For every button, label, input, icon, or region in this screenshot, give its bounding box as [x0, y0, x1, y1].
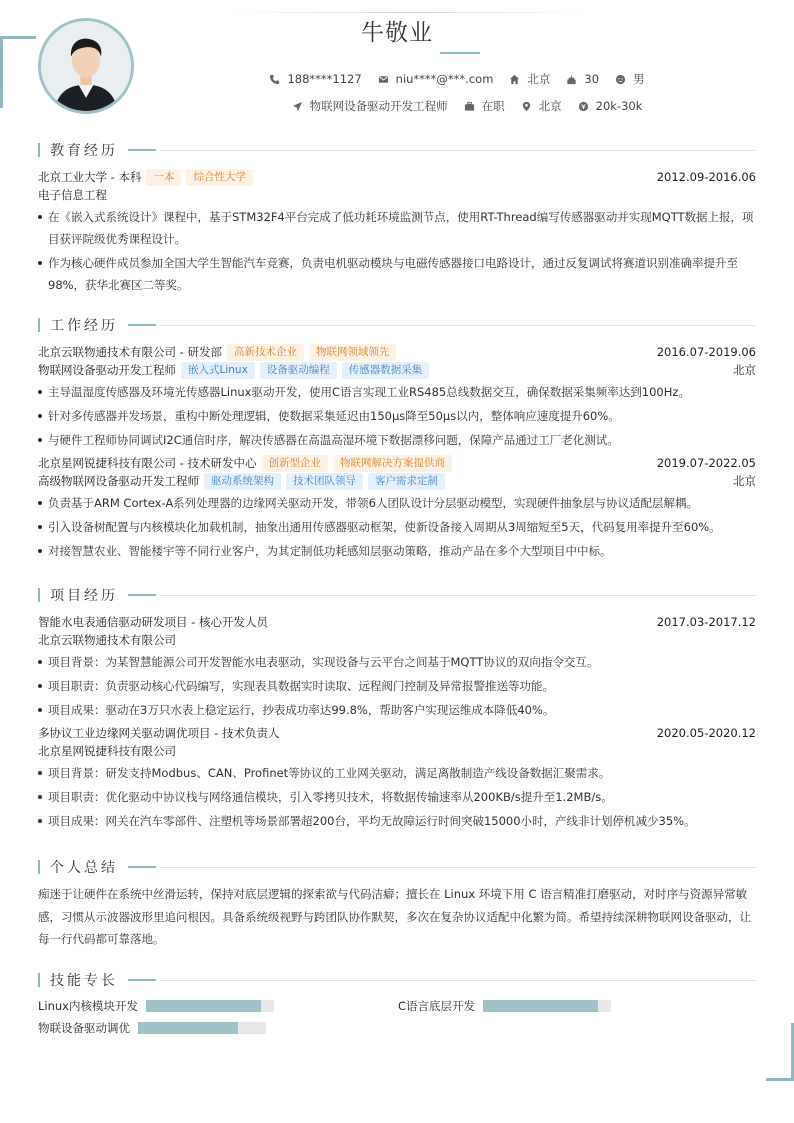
- skill-bar-fill: [146, 1000, 261, 1012]
- company-tag: 物联网领域领先: [309, 344, 397, 361]
- education-entry: [38, 168, 756, 296]
- projects-section: [38, 587, 756, 832]
- skills-section: [38, 972, 756, 1036]
- list-item: 项目背景：为某智慧能源公司开发智能水电表驱动，实现设备与云平台之间基于MQTT协议的双向指令交互。: [38, 651, 756, 673]
- work-location: 北京: [733, 474, 756, 488]
- job-intent-row: [0, 98, 794, 114]
- list-item: 项目成果：网关在汽车零部件、注塑机等场景部署超200台，平均无故障运行时间突破15000小时，产线非计划停机减少35%。: [38, 810, 756, 832]
- home-icon: [509, 74, 520, 85]
- briefcase-icon: [464, 101, 475, 112]
- phone-icon: [269, 74, 280, 85]
- salary-text: 20k-30k: [595, 99, 643, 113]
- skill-label: C语言底层开发: [398, 999, 476, 1013]
- person-icon: [615, 74, 626, 85]
- job-role: 高级物联网设备驱动开发工程师: [38, 474, 199, 488]
- role-tag: 设备驱动编程: [260, 362, 337, 379]
- school-tag: 综合性大学: [186, 169, 253, 186]
- work-date: 2019.07-2022.05: [656, 456, 756, 470]
- skill-bar-fill: [138, 1022, 238, 1034]
- list-item: 主导温湿度传感器及环境光传感器Linux驱动开发，使用C语言实现工业RS485总线数据交互，确保数据采集频率达到100Hz。: [38, 381, 756, 403]
- skill-item: [38, 998, 398, 1014]
- status-info: [464, 98, 505, 114]
- location-pin-icon: [521, 101, 532, 112]
- project-entry: [38, 724, 756, 832]
- summary-section: [38, 859, 756, 951]
- summary-title: 个人总结: [38, 859, 756, 875]
- major: 电子信息工程: [38, 188, 107, 202]
- phone-info: [269, 72, 361, 86]
- skill-item: [38, 1020, 398, 1036]
- project-entry: [38, 613, 756, 721]
- list-item: 针对多传感器并发场景，重构中断处理逻辑，使数据采集延迟由150μs降至50μs以内，整体响应速度提升60%。: [38, 405, 756, 427]
- email-text: niu****@***.com: [395, 72, 494, 86]
- status-text: 在职: [481, 99, 505, 113]
- list-item: 在《嵌入式系统设计》课程中，基于STM32F4平台完成了低功耗环境监测节点，使用RT-Thread编写传感器驱动并实现MQTT数据上报，项目获评院级优秀课程设计。: [38, 206, 756, 250]
- project-date: 2017.03-2017.12: [656, 615, 756, 629]
- project-title: 智能水电表通信驱动研发项目 - 核心开发人员: [38, 615, 268, 629]
- list-item: 项目成果：驱动在3万只水表上稳定运行，抄表成功率达99.8%，帮助客户实现运维成本降低40%。: [38, 699, 756, 721]
- skills-title: 技能专长: [38, 972, 756, 988]
- list-item: 负责基于ARM Cortex-A系列处理器的边缘网关驱动开发，带领6人团队设计分层驱动模型，实现硬件抽象层与协议适配层解耦。: [38, 492, 756, 514]
- position-info: [292, 98, 448, 114]
- education-date: 2012.09-2016.06: [656, 170, 756, 184]
- phone-text: 188****1127: [287, 72, 362, 86]
- list-item: 项目背景：研发支持Modbus、CAN、Profinet等协议的工业网关驱动，满足离散制造产线设备数据汇聚需求。: [38, 762, 756, 784]
- contact-row: [0, 71, 794, 87]
- skills-list: [38, 998, 756, 1036]
- education-section: [38, 142, 756, 296]
- city-info: [509, 71, 550, 87]
- role-tag: 嵌入式Linux: [181, 362, 255, 379]
- role-tag: 传感器数据采集: [342, 362, 430, 379]
- expected-city-info: [521, 98, 562, 114]
- money-icon: [578, 101, 589, 112]
- work-entry: [38, 454, 756, 562]
- name-underline: [440, 52, 480, 54]
- expected-city-text: 北京: [538, 99, 562, 113]
- company-tag: 创新型企业: [261, 455, 328, 472]
- summary-text: 痴迷于让硬件在系统中丝滑运转，保持对底层逻辑的探索欲与代码洁癖；擅长在 Linux 环境下用 C 语言精准打磨驱动，对时序与资源异常敏感，习惯从示波器波形里追问根因。具备系统级视野与跨团队协作默契，多次在复杂协议适配中化繁为简。希望持续深耕物联网设备驱动，让每一行代码都可靠落地。: [38, 887, 751, 946]
- education-title: 教育经历: [38, 142, 756, 158]
- role-tag: 技术团队领导: [286, 473, 363, 490]
- skill-bar: [138, 1022, 266, 1034]
- gender-text: 男: [633, 72, 645, 86]
- work-section: [38, 317, 756, 562]
- list-item: 引入设备树配置与内核模块化加载机制，抽象出通用传感器驱动框架，使新设备接入周期从3周缩短至5天，代码复用率提升至60%。: [38, 516, 756, 538]
- work-date: 2016.07-2019.06: [656, 345, 756, 359]
- cake-icon: [566, 74, 577, 85]
- projects-title: 项目经历: [38, 587, 756, 603]
- list-item: 作为核心硬件成员参加全国大学生智能汽车竞赛，负责电机驱动模块与电磁传感器接口电路设计，通过反复调试将赛道识别准确率提升至98%，获华北赛区二等奖。: [38, 252, 756, 296]
- role-tag: 驱动系统架构: [204, 473, 281, 490]
- project-title: 多协议工业边缘网关驱动调优项目 - 技术负责人: [38, 726, 280, 740]
- age-info: [566, 72, 599, 86]
- skill-item: [398, 998, 756, 1014]
- skill-bar: [483, 1000, 611, 1012]
- project-company: 北京云联物通技术有限公司: [38, 633, 176, 647]
- corner-decoration-bottom-right: [766, 1023, 794, 1081]
- list-item: 项目职责：优化驱动中协议栈与网络通信模块，引入零拷贝技术，将数据传输速率从200KB/s提升至1.2MB/s。: [38, 786, 756, 808]
- send-icon: [292, 101, 303, 112]
- company-tag: 物联网解决方案提供商: [333, 455, 452, 472]
- role-tag: 客户需求定制: [368, 473, 445, 490]
- company-name: 北京星网锐捷科技有限公司 - 技术研发中心: [38, 456, 257, 470]
- city-text: 北京: [527, 72, 551, 86]
- skill-bar: [146, 1000, 274, 1012]
- position-text: 物联网设备驱动开发工程师: [309, 99, 448, 113]
- work-location: 北京: [733, 363, 756, 377]
- candidate-name: 牛敬业: [361, 20, 433, 46]
- skill-bar-fill: [483, 1000, 598, 1012]
- work-title: 工作经历: [38, 317, 756, 333]
- project-company: 北京星网锐捷科技有限公司: [38, 744, 176, 758]
- list-item: 项目职责：负责驱动核心代码编写，实现表具数据实时读取、远程阀门控制及异常报警推送等功能。: [38, 675, 756, 697]
- email-icon: [378, 74, 389, 85]
- company-name: 北京云联物通技术有限公司 - 研发部: [38, 345, 222, 359]
- skill-label: 物联设备驱动调优: [38, 1021, 130, 1035]
- list-item: 与硬件工程师协同调试I2C通信时序，解决传感器在高温高湿环境下数据漂移问题，保障产品通过工厂老化测试。: [38, 429, 756, 451]
- school-tag: 一本: [146, 169, 181, 186]
- salary-info: [578, 99, 643, 113]
- school-name: 北京工业大学 - 本科: [38, 170, 142, 184]
- age-text: 30: [584, 72, 600, 86]
- list-item: 对接智慧农业、智能楼宇等不同行业客户，为其定制低功耗感知层驱动策略，推动产品在多个大型项目中中标。: [38, 540, 756, 562]
- project-date: 2020.05-2020.12: [656, 726, 756, 740]
- email-info: [378, 72, 494, 86]
- skill-label: Linux内核模块开发: [38, 999, 138, 1013]
- gender-info: [615, 71, 645, 87]
- top-decor-line: [230, 12, 590, 13]
- company-tag: 高新技术企业: [227, 344, 304, 361]
- job-role: 物联网设备驱动开发工程师: [38, 363, 176, 377]
- work-entry: [38, 343, 756, 451]
